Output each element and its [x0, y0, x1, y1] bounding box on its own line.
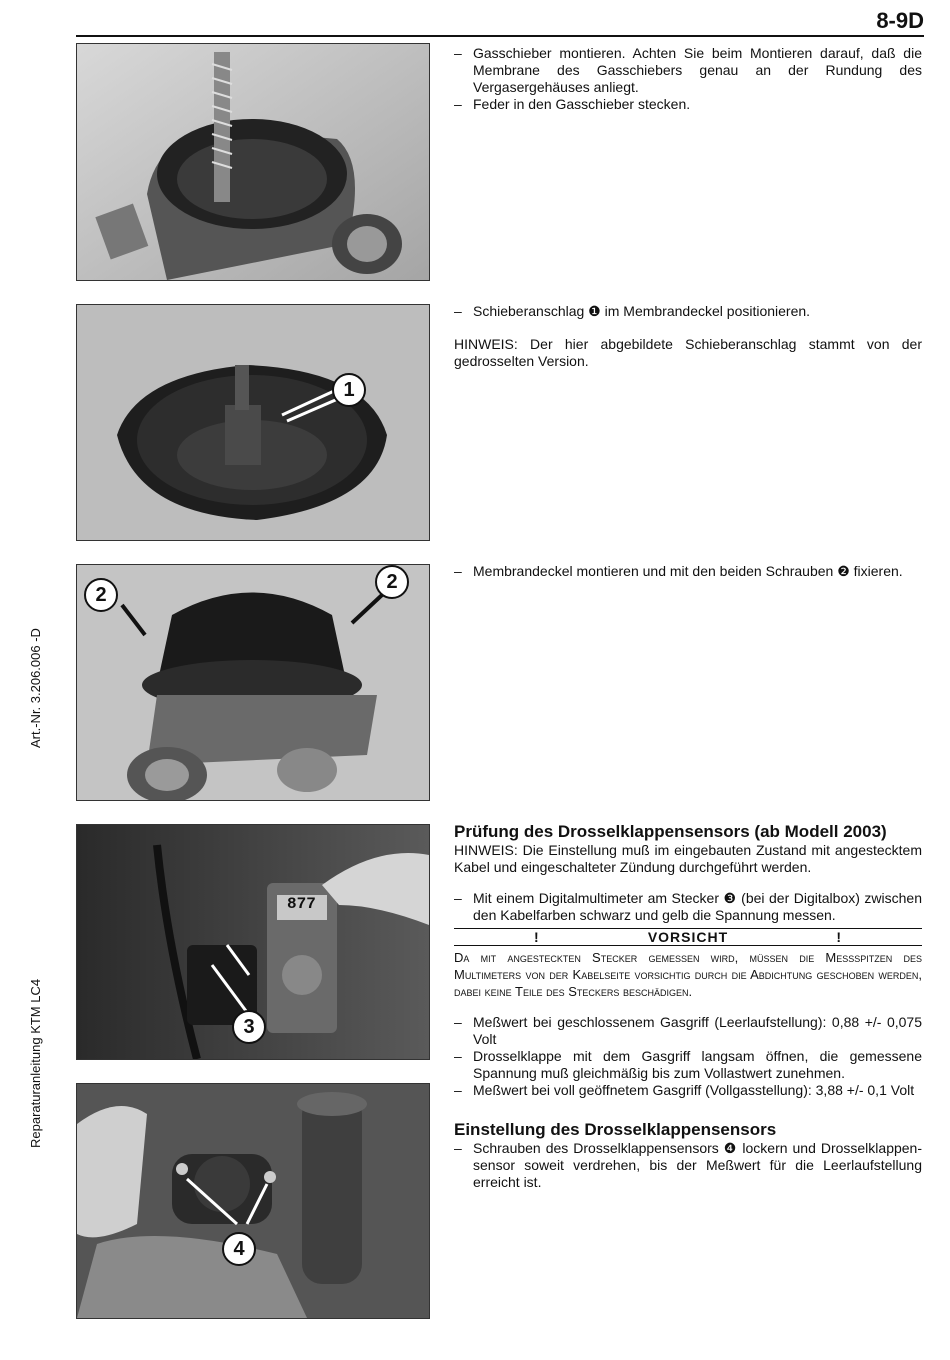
marker-2-right: 2 [375, 565, 409, 599]
photo-multimeter [76, 824, 430, 1060]
list-item: – Drosselklappe mit dem Gasgriff langsam öffnen, die gemessene Spannung muß gleichmäßig bis zum Vollastwert zunehmen. [454, 1048, 922, 1082]
page-number: 8-9D [876, 8, 924, 33]
marker-3: 3 [232, 1010, 266, 1044]
warning-mark-right: ! [836, 928, 842, 945]
list-item: – Gasschieber montieren. Achten Sie beim Montieren darauf, daß die Membrane des Gasschiebers genau an der Rundung des Vergasergehäuses anliegt. [454, 45, 922, 96]
section-heading: Einstellung des Drosselklappensensors [454, 1120, 777, 1139]
photo-diaphragm-cover [76, 304, 430, 541]
list-item: – Schieberanschlag ❶ im Membrandeckel positionieren. [454, 303, 922, 320]
photo-gas-slide [76, 43, 430, 281]
section-sensor-test [454, 822, 922, 1099]
marker-4: 4 [222, 1232, 256, 1266]
list-item: – Feder in den Gasschieber stecken. [454, 96, 922, 113]
section-gas-slide [454, 45, 922, 113]
section-heading: Prüfung des Drosselklappensensors (ab Modell 2003) [454, 822, 887, 841]
warning-text: Da mit angesteckten Stecker gemessen wird, müssen die Messspitzen des Multimeters von der Kabelseite vorsichtig durch die Abdichtung geschoben werden, dabei keine Teile des Steckers beschädigen. [454, 950, 922, 999]
list-item: – Meßwert bei voll geöffnetem Gasgriff (Vollgasstellung): 3,88 +/- 0,1 Volt [454, 1082, 922, 1099]
list-item: – Membrandeckel montieren und mit den beiden Schrauben ❷ fixieren. [454, 563, 922, 580]
photo-mounted-cover [76, 564, 430, 801]
section-sensor-adjust [454, 1120, 922, 1191]
note-text: HINWEIS: Die Einstellung muß im eingebauten Zustand mit angestecktem Kabel und eingeschalteter Zündung durchgeführt werden. [454, 842, 922, 875]
list-item: – Meßwert bei geschlossenem Gasgriff (Leerlaufstellung): 0,88 +/- 0,075 Volt [454, 1014, 922, 1048]
section-cover-mount [454, 563, 922, 580]
photo-throttle-sensor [76, 1083, 430, 1319]
list-item: – Schrauben des Drosselklappensensors ❹ lockern und Drosselklappen-sensor soweit verdrehen, bis der Meßwert für die Leerlaufstellung erreicht ist. [454, 1140, 922, 1191]
note-text: HINWEIS: Der hier abgebildete Schieberanschlag stammt von der gedrosselten Version. [454, 336, 922, 369]
article-number: Art.-Nr. 3.206.006 -D [28, 628, 43, 748]
warning-title: VORSICHT [647, 928, 729, 945]
marker-1: 1 [332, 373, 366, 407]
section-slide-stop [454, 303, 922, 370]
list-item: – Mit einem Digitalmultimeter am Stecker ❸ (bei der Digitalbox) zwischen den Kabelfarben schwarz und gelb die Spannung messen. [454, 890, 922, 924]
marker-2-left: 2 [84, 578, 118, 612]
header-rule [76, 35, 924, 37]
multimeter-display: 877 [287, 895, 316, 913]
warning-bar [454, 928, 922, 946]
manual-title: Reparaturanleitung KTM LC4 [28, 978, 43, 1148]
warning-mark-left: ! [534, 928, 540, 945]
